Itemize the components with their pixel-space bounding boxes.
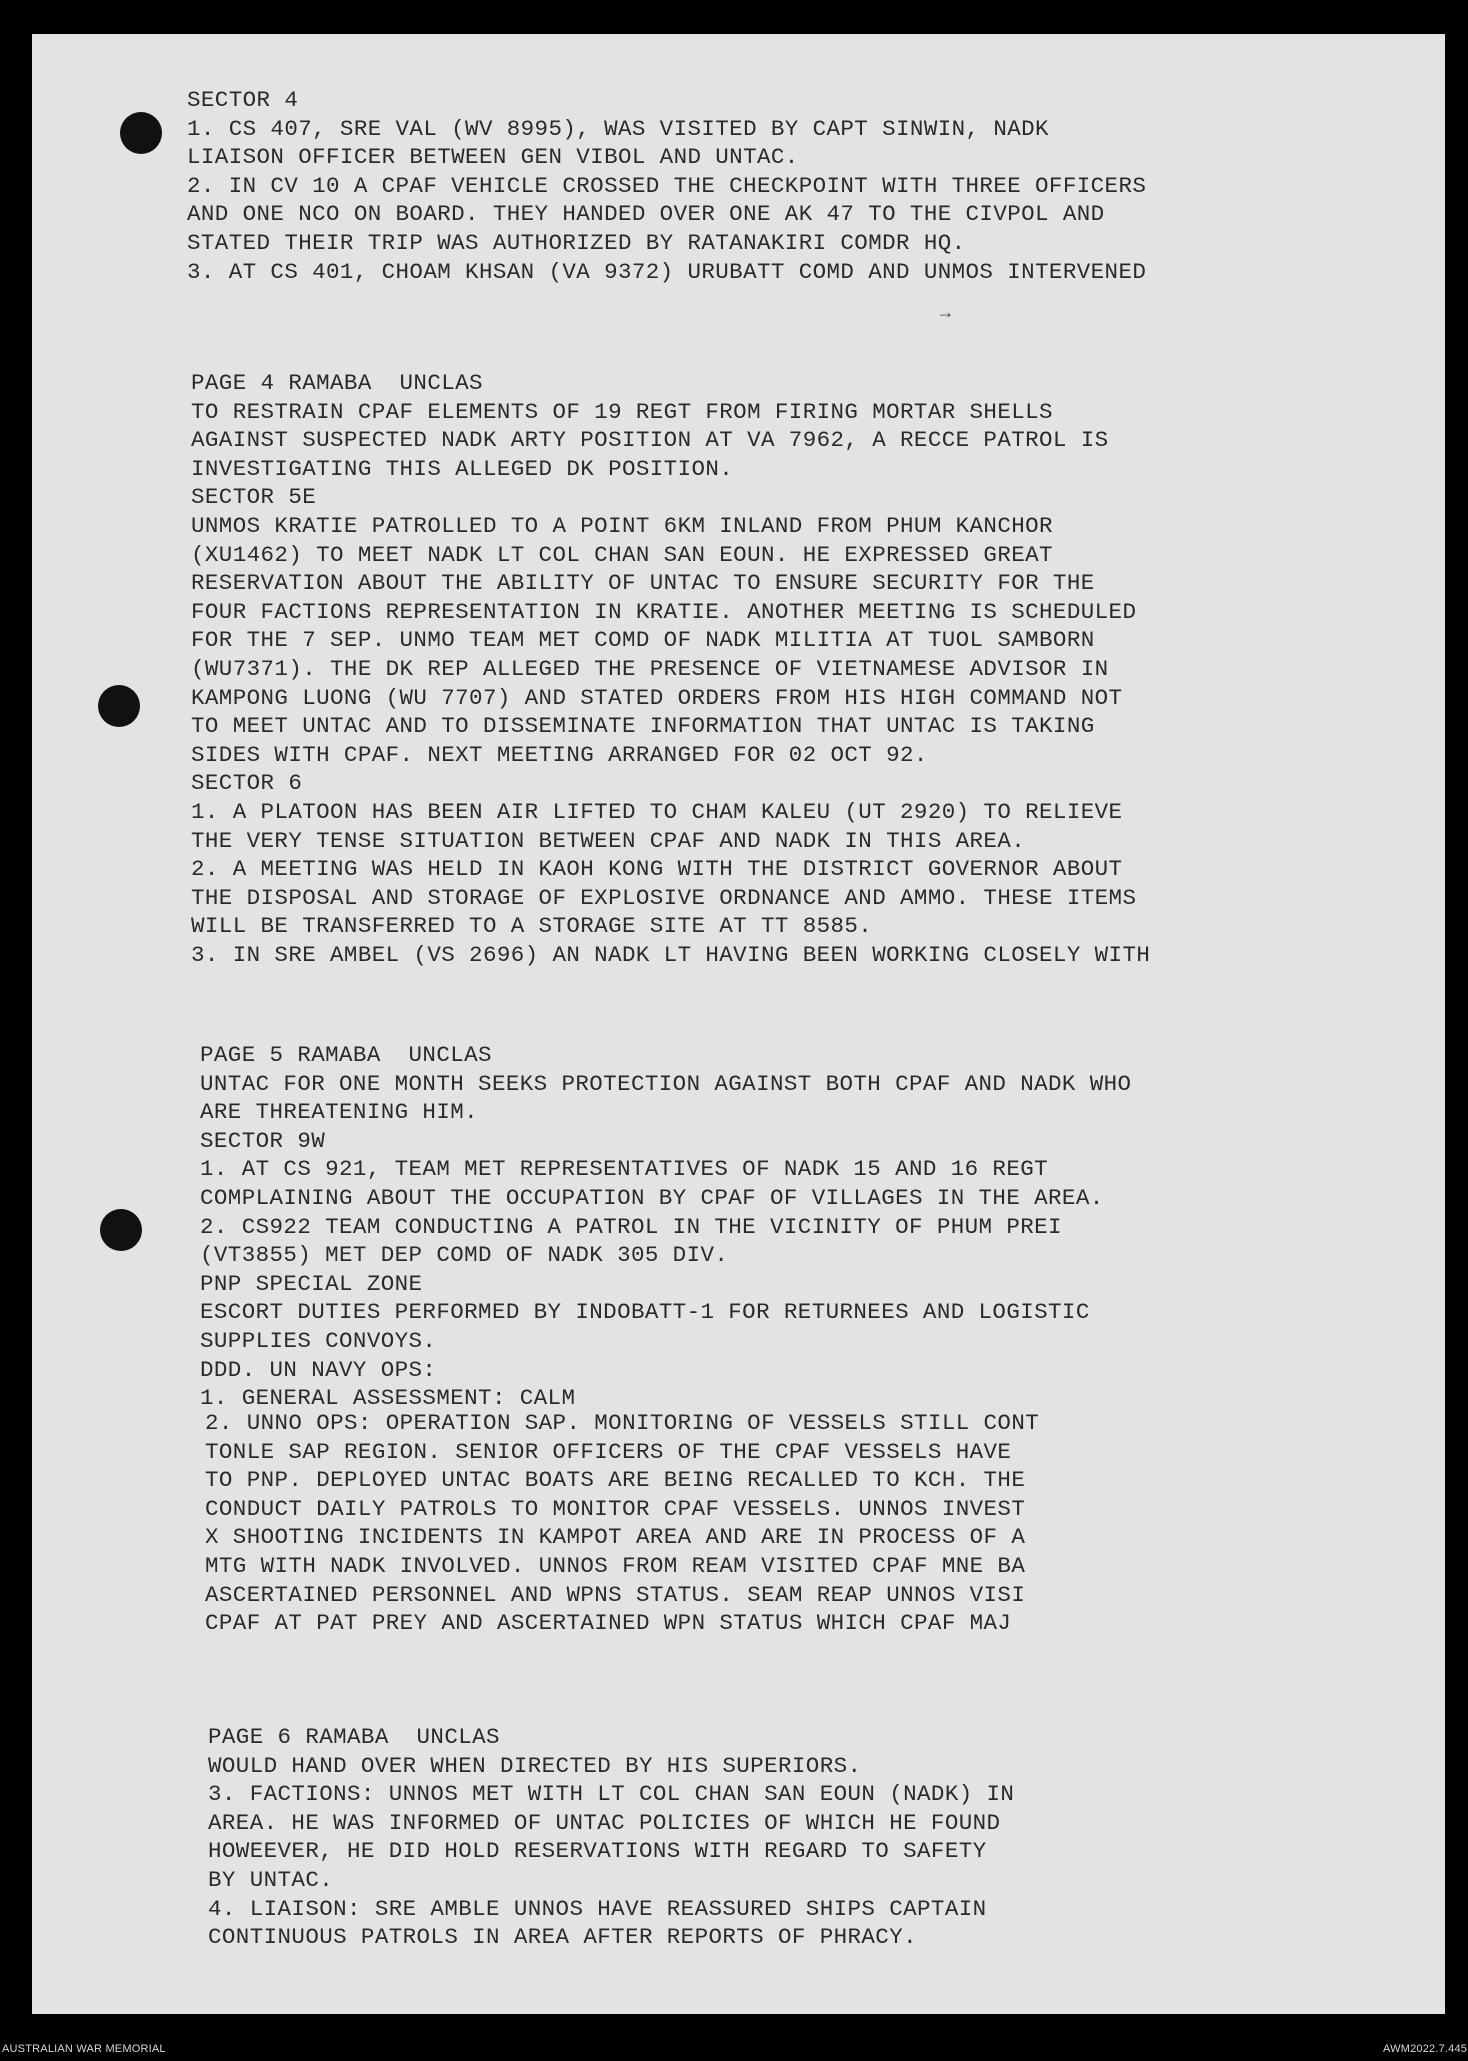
text-line: THE VERY TENSE SITUATION BETWEEN CPAF AND NADK IN THIS AREA. bbox=[191, 827, 1026, 854]
text-line: 1. A PLATOON HAS BEEN AIR LIFTED TO CHAM KALEU (UT 2920) TO RELIEVE bbox=[191, 798, 1123, 825]
text-line: 2. UNNO OPS: OPERATION SAP. MONITORING OF VESSELS STILL CONT bbox=[205, 1410, 1040, 1436]
text-line: SUPPLIES CONVOYS. bbox=[200, 1327, 437, 1354]
text-line: TO PNP. DEPLOYED UNTAC BOATS ARE BEING RECALLED TO KCH. THE bbox=[205, 1467, 1026, 1494]
text-line: SECTOR 9W bbox=[200, 1127, 326, 1154]
text-line: MTG WITH NADK INVOLVED. UNNOS FROM REAM VISITED CPAF MNE BA bbox=[205, 1552, 1026, 1579]
text-line: THE DISPOSAL AND STORAGE OF EXPLOSIVE ORDNANCE AND AMMO. THESE ITEMS bbox=[191, 884, 1137, 911]
text-line: 1. AT CS 921, TEAM MET REPRESENTATIVES OF NADK 15 AND 16 REGT bbox=[200, 1156, 1049, 1183]
text-line: SECTOR 4 bbox=[187, 87, 299, 113]
text-line: HOWEEVER, HE DID HOLD RESERVATIONS WITH REGARD TO SAFETY bbox=[208, 1838, 987, 1865]
text-line: WILL BE TRANSFERRED TO A STORAGE SITE AT TT 8585. bbox=[191, 913, 873, 940]
footer-right: AWM2022.7.445 bbox=[1383, 2043, 1468, 2055]
text-line: LIAISON OFFICER BETWEEN GEN VIBOL AND UNTAC. bbox=[187, 144, 799, 171]
text-line: CONTINUOUS PATROLS IN AREA AFTER REPORTS OF PHRACY. bbox=[208, 1924, 918, 1951]
text-block-page-5 bbox=[200, 1041, 1131, 1413]
text-line: UNTAC FOR ONE MONTH SEEKS PROTECTION AGAINST BOTH CPAF AND NADK WHO bbox=[200, 1070, 1132, 1097]
text-line: UNMOS KRATIE PATROLLED TO A POINT 6KM INLAND FROM PHUM KANCHOR bbox=[191, 512, 1053, 539]
text-line: COMPLAINING ABOUT THE OCCUPATION BY CPAF OF VILLAGES IN THE AREA. bbox=[200, 1184, 1104, 1211]
text-line: WOULD HAND OVER WHEN DIRECTED BY HIS SUPERIORS. bbox=[208, 1752, 862, 1779]
text-line: INVESTIGATING THIS ALLEGED DK POSITION. bbox=[191, 455, 734, 482]
text-line: 2. CS922 TEAM CONDUCTING A PATROL IN THE VICINITY OF PHUM PREI bbox=[200, 1213, 1062, 1240]
text-block-page-6 bbox=[208, 1723, 1171, 1952]
text-line: AREA. HE WAS INFORMED OF UNTAC POLICIES OF WHICH HE FOUND bbox=[208, 1809, 1001, 1836]
text-line: ARE THREATENING HIM. bbox=[200, 1099, 479, 1126]
text-block-navy-ops bbox=[205, 1409, 1171, 1638]
punch-hole-bottom bbox=[100, 1209, 142, 1251]
text-line: SIDES WITH CPAF. NEXT MEETING ARRANGED FOR 02 OCT 92. bbox=[191, 741, 928, 768]
text-line: PNP SPECIAL ZONE bbox=[200, 1270, 423, 1297]
text-line: BY UNTAC. bbox=[208, 1866, 334, 1893]
text-line: (XU1462) TO MEET NADK LT COL CHAN SAN EOUN. HE EXPRESSED GREAT bbox=[191, 541, 1053, 568]
text-line: AND ONE NCO ON BOARD. THEY HANDED OVER ONE AK 47 TO THE CIVPOL AND bbox=[187, 201, 1105, 228]
text-line: TO MEET UNTAC AND TO DISSEMINATE INFORMATION THAT UNTAC IS TAKING bbox=[191, 713, 1095, 740]
text-line: X SHOOTING INCIDENTS IN KAMPOT AREA AND ARE IN PROCESS OF A bbox=[205, 1524, 1026, 1551]
arrow-mark-icon: → bbox=[940, 304, 951, 324]
text-line: SECTOR 5E bbox=[191, 484, 317, 511]
text-line: PAGE 5 RAMABA UNCLAS bbox=[200, 1042, 492, 1068]
text-line: FOUR FACTIONS REPRESENTATION IN KRATIE. ANOTHER MEETING IS SCHEDULED bbox=[191, 598, 1137, 625]
text-line: 3. IN SRE AMBEL (VS 2696) AN NADK LT HAVING BEEN WORKING CLOSELY WITH bbox=[191, 941, 1151, 968]
text-line: RESERVATION ABOUT THE ABILITY OF UNTAC TO ENSURE SECURITY FOR THE bbox=[191, 570, 1095, 597]
text-line: SECTOR 6 bbox=[191, 770, 303, 797]
text-block-page-4 bbox=[191, 369, 1150, 969]
text-line: DDD. UN NAVY OPS: bbox=[200, 1356, 437, 1383]
text-line: TONLE SAP REGION. SENIOR OFFICERS OF THE CPAF VESSELS HAVE bbox=[205, 1438, 1012, 1465]
punch-hole-top bbox=[120, 112, 162, 154]
text-line: TO RESTRAIN CPAF ELEMENTS OF 19 REGT FROM FIRING MORTAR SHELLS bbox=[191, 398, 1053, 425]
text-line: 2. A MEETING WAS HELD IN KAOH KONG WITH THE DISTRICT GOVERNOR ABOUT bbox=[191, 856, 1123, 883]
text-line: CPAF AT PAT PREY AND ASCERTAINED WPN STATUS WHICH CPAF MAJ bbox=[205, 1610, 1012, 1637]
text-block-sector-4 bbox=[187, 86, 1146, 286]
text-line: 1. CS 407, SRE VAL (WV 8995), WAS VISITED BY CAPT SINWIN, NADK bbox=[187, 115, 1049, 142]
text-line: (VT3855) MET DEP COMD OF NADK 305 DIV. bbox=[200, 1242, 729, 1269]
footer-left: AUSTRALIAN WAR MEMORIAL bbox=[2, 2043, 166, 2055]
text-line: CONDUCT DAILY PATROLS TO MONITOR CPAF VESSELS. UNNOS INVEST bbox=[205, 1495, 1026, 1522]
text-line: 2. IN CV 10 A CPAF VEHICLE CROSSED THE CHECKPOINT WITH THREE OFFICERS bbox=[187, 172, 1147, 199]
text-line: 3. FACTIONS: UNNOS MET WITH LT COL CHAN SAN EOUN (NADK) IN bbox=[208, 1781, 1015, 1808]
text-line: ESCORT DUTIES PERFORMED BY INDOBATT-1 FOR RETURNEES AND LOGISTIC bbox=[200, 1299, 1090, 1326]
text-line: FOR THE 7 SEP. UNMO TEAM MET COMD OF NADK MILITIA AT TUOL SAMBORN bbox=[191, 627, 1095, 654]
text-line: AGAINST SUSPECTED NADK ARTY POSITION AT VA 7962, A RECCE PATROL IS bbox=[191, 427, 1109, 454]
text-line: ASCERTAINED PERSONNEL AND WPNS STATUS. SEAM REAP UNNOS VISI bbox=[205, 1581, 1026, 1608]
text-line: KAMPONG LUONG (WU 7707) AND STATED ORDERS FROM HIS HIGH COMMAND NOT bbox=[191, 684, 1123, 711]
text-line: 4. LIAISON: SRE AMBLE UNNOS HAVE REASSURED SHIPS CAPTAIN bbox=[208, 1895, 987, 1922]
text-line: (WU7371). THE DK REP ALLEGED THE PRESENCE OF VIETNAMESE ADVISOR IN bbox=[191, 655, 1109, 682]
text-line: 1. GENERAL ASSESSMENT: CALM bbox=[200, 1385, 576, 1412]
text-line: STATED THEIR TRIP WAS AUTHORIZED BY RATANAKIRI COMDR HQ. bbox=[187, 229, 966, 256]
text-line: 3. AT CS 401, CHOAM KHSAN (VA 9372) URUBATT COMD AND UNMOS INTERVENED bbox=[187, 258, 1147, 285]
punch-hole-middle bbox=[98, 685, 140, 727]
text-line: PAGE 4 RAMABA UNCLAS bbox=[191, 370, 483, 396]
document-page bbox=[32, 34, 1445, 2014]
text-line: PAGE 6 RAMABA UNCLAS bbox=[208, 1724, 500, 1750]
